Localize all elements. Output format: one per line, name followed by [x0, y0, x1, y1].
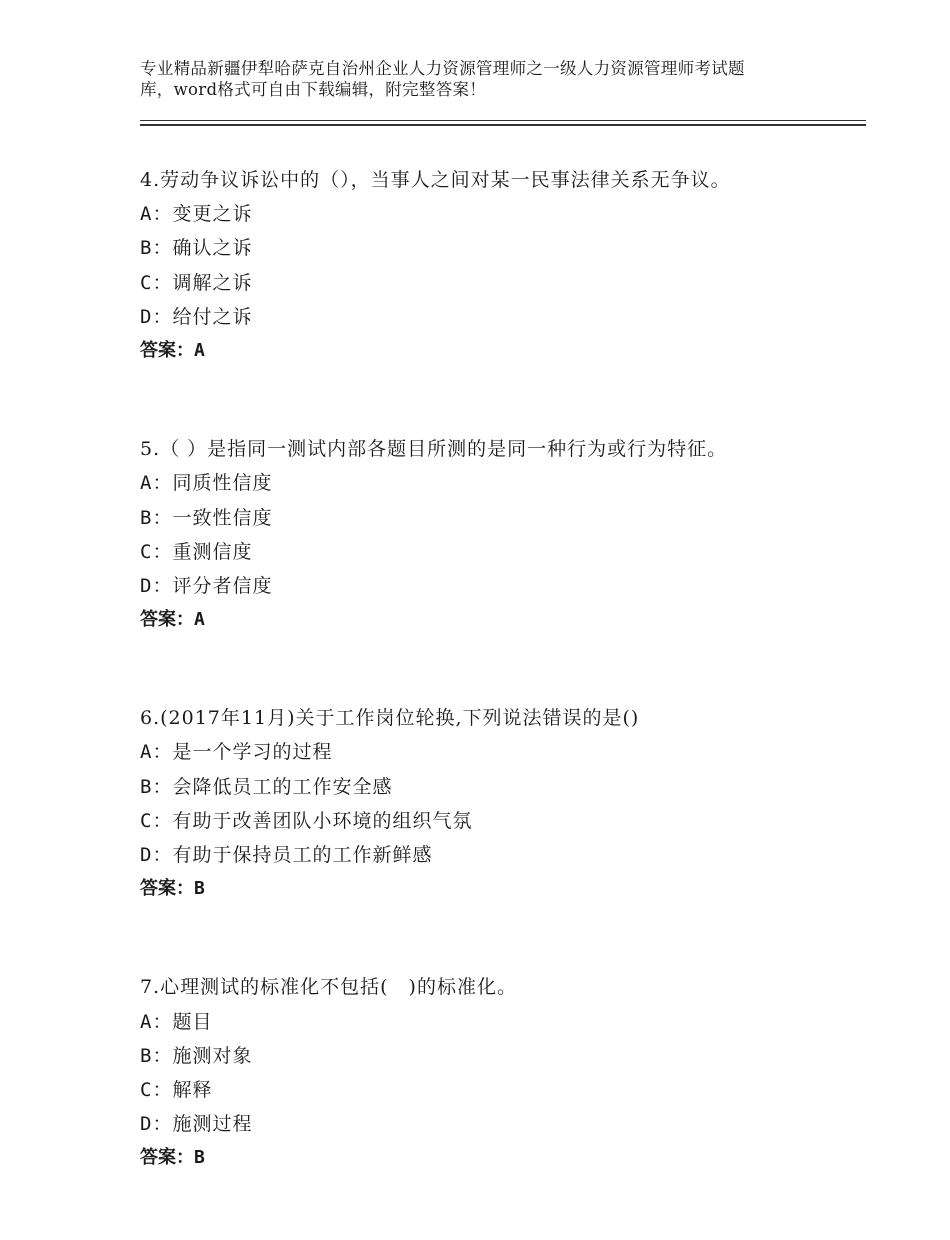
answer-line — [140, 1141, 870, 1175]
option-b — [140, 1039, 870, 1073]
option-letter: D： — [140, 305, 173, 328]
option-b — [140, 231, 870, 265]
option-letter: D： — [140, 1113, 173, 1136]
option-text: 会降低员工的工作安全感 — [172, 775, 393, 798]
option-text: 有助于保持员工的工作新鲜感 — [172, 844, 433, 866]
answer-value: B — [194, 1147, 205, 1169]
option-letter: B： — [140, 506, 173, 529]
option-text: 有助于改善团队小环境的组织气氛 — [172, 809, 473, 832]
option-letter: C： — [140, 540, 173, 563]
question-list — [140, 163, 870, 1240]
answer-value: B — [194, 878, 205, 900]
option-text: 施测对象 — [172, 1044, 253, 1067]
option-letter: D： — [140, 574, 173, 597]
answer-label: 答案： — [140, 878, 194, 900]
answer-line — [140, 603, 870, 637]
option-text: 同质性信度 — [172, 472, 273, 495]
option-letter: C： — [140, 271, 173, 294]
option-d — [140, 300, 870, 334]
option-b — [140, 770, 870, 804]
answer-label: 答案： — [140, 1147, 194, 1169]
option-letter: B： — [140, 1044, 173, 1067]
option-text: 给付之诉 — [172, 305, 253, 328]
header-divider-thick — [140, 124, 866, 126]
question-stem: 4.劳动争议诉讼中的（），当事人之间对某一民事法律关系无争议。 — [140, 169, 731, 191]
option-letter: B： — [140, 775, 173, 798]
option-b — [140, 501, 870, 535]
option-letter: A： — [140, 741, 173, 764]
option-text: 调解之诉 — [172, 271, 253, 294]
question-6 — [140, 701, 870, 906]
option-text: 题目 — [172, 1010, 213, 1033]
question-5 — [140, 432, 870, 637]
option-text: 一致性信度 — [172, 506, 273, 529]
option-text: 变更之诉 — [172, 203, 253, 226]
option-a — [140, 1005, 870, 1039]
option-d — [140, 838, 870, 872]
header-title-line-2: 库，word格式可自由下载编辑，附完整答案！ — [140, 80, 487, 99]
option-text: 是一个学习的过程 — [172, 741, 333, 764]
answer-line — [140, 334, 870, 368]
header-title-line-1: 专业精品新疆伊犁哈萨克自治州企业人力资源管理师之一级人力资源管理师考试题 — [140, 59, 745, 78]
option-a — [140, 735, 870, 769]
answer-label: 答案： — [140, 339, 194, 361]
header-divider-thin — [140, 120, 866, 121]
question-stem: 6.(2017年11月)关于工作岗位轮换,下列说法错误的是() — [140, 707, 640, 730]
option-text: 评分者信度 — [172, 574, 273, 597]
option-text: 解释 — [172, 1078, 213, 1101]
option-c — [140, 1073, 870, 1107]
option-letter: C： — [140, 1078, 173, 1101]
question-4 — [140, 163, 870, 368]
answer-label: 答案： — [140, 609, 194, 631]
document-header — [140, 58, 830, 100]
answer-value: A — [194, 339, 205, 361]
option-a — [140, 197, 870, 231]
question-stem: 7.心理测试的标准化不包括( )的标准化。 — [140, 976, 517, 999]
option-letter: C： — [140, 809, 173, 832]
option-c — [140, 535, 870, 569]
option-c — [140, 804, 870, 838]
option-c — [140, 266, 870, 300]
option-letter: D： — [140, 844, 173, 866]
option-text: 重测信度 — [172, 540, 253, 563]
question-7 — [140, 970, 870, 1175]
option-letter: B： — [140, 237, 173, 260]
answer-value: A — [194, 609, 205, 631]
option-letter: A： — [140, 472, 173, 495]
option-letter: A： — [140, 203, 173, 226]
option-text: 确认之诉 — [172, 237, 253, 260]
option-letter: A： — [140, 1010, 173, 1033]
option-d — [140, 1107, 870, 1141]
question-stem: 5.（ ）是指同一测试内部各题目所测的是同一种行为或行为特征。 — [140, 438, 728, 461]
option-text: 施测过程 — [172, 1113, 253, 1136]
option-a — [140, 466, 870, 500]
answer-line — [140, 872, 870, 906]
option-d — [140, 569, 870, 603]
